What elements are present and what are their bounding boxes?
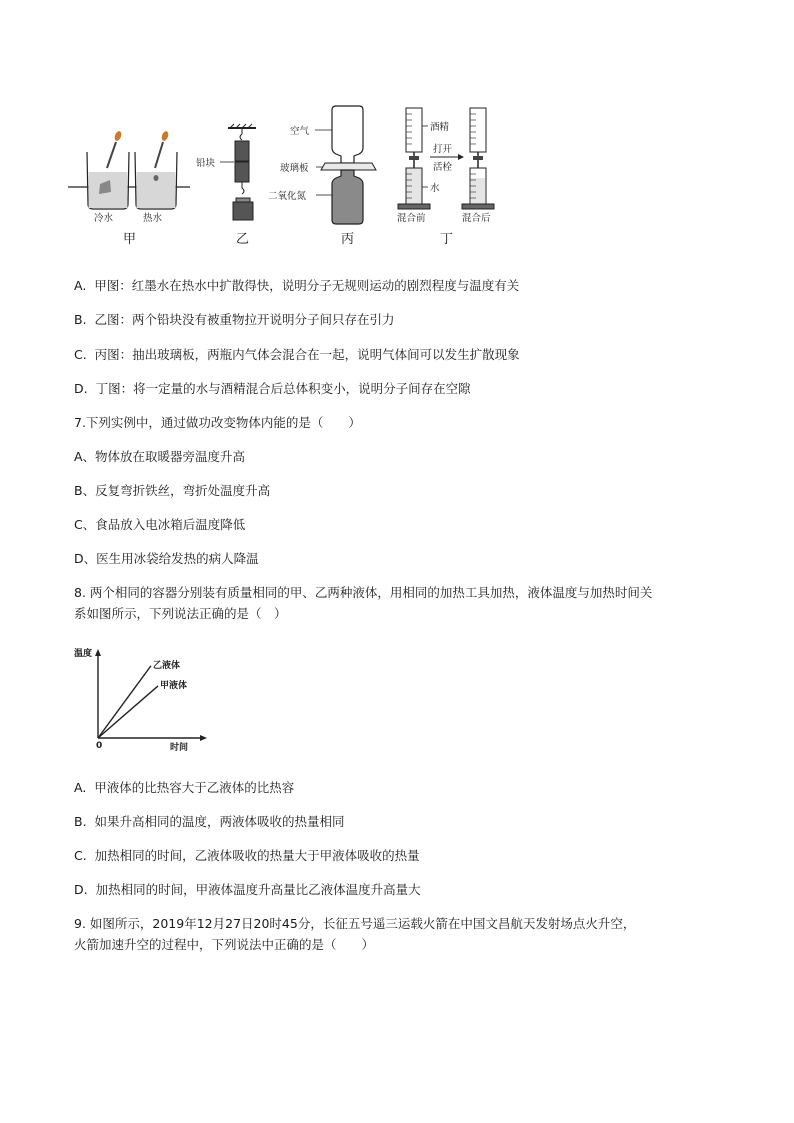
option-key: D. — [74, 381, 88, 396]
option-key: C. — [74, 848, 87, 863]
caption-yi: 乙 — [236, 232, 250, 247]
option-text: 丁图：将一定量的水与酒精混合后总体积变小，说明分子间存在空隙 — [95, 381, 471, 396]
option-text: 甲液体的比热容大于乙液体的比热容 — [94, 780, 295, 795]
option-text: 甲图：红墨水在热水中扩散得快，说明分子无规则运动的剧烈程度与温度有关 — [94, 278, 520, 293]
label-before-mixing: 混合前 — [397, 213, 426, 224]
q8-option-a — [74, 779, 294, 797]
q6-option-d — [74, 380, 471, 398]
q7-option-c: C、食品放入电冰箱后温度降低 — [74, 517, 246, 532]
caption-ding: 丁 — [440, 232, 454, 247]
q6-option-b — [74, 311, 395, 329]
q7-stem: 7.下列实例中，通过做功改变物体内能的是（ ） — [74, 415, 361, 430]
option-key: A. — [74, 278, 87, 293]
experiment-figure — [0, 0, 794, 240]
figure-bing-gas-bottles — [268, 106, 376, 224]
figure-jia-beakers — [68, 130, 190, 224]
option-key: D. — [74, 882, 88, 897]
q7-option-a: A、物体放在取暖器旁温度升高 — [74, 449, 246, 464]
option-text: 乙图：两个铅块没有被重物拉开说明分子间只存在引力 — [94, 312, 395, 327]
q7-option-d: D、医生用冰袋给发热的病人降温 — [74, 551, 259, 566]
x-axis-label: 时间 — [170, 743, 189, 753]
origin-label: 0 — [96, 741, 103, 751]
option-text: 丙图：抽出玻璃板，两瓶内气体会混合在一起，说明气体间可以发生扩散现象 — [94, 347, 520, 362]
label-valve: 活栓 — [433, 162, 453, 173]
series-line-0 — [98, 666, 151, 738]
figure-ding-burettes — [397, 108, 494, 224]
label-alcohol: 酒精 — [430, 122, 450, 133]
option-text: 加热相同的时间，甲液体温度升高量比乙液体温度升高量大 — [95, 882, 421, 897]
q9-stem-line1: 9. 如图所示，2019年12月27日20时45分，长征五号遥三运载火箭在中国文昌航天发射场点火升空， — [74, 916, 636, 931]
figure-yi-lead-blocks — [196, 124, 256, 220]
option-key: A. — [74, 780, 87, 795]
option-key: C. — [74, 347, 87, 362]
label-water: 水 — [430, 183, 440, 194]
label-glass-plate: 玻璃板 — [280, 163, 309, 174]
y-axis-arrow — [95, 649, 101, 656]
q8-option-d — [74, 881, 421, 899]
caption-jia: 甲 — [123, 232, 137, 247]
x-axis-arrow — [200, 735, 207, 741]
option-text: 如果升高相同的温度，两液体吸收的热量相同 — [94, 814, 345, 829]
q9-stem-line2: 火箭加速升空的过程中，下列说法中正确的是（ ） — [74, 937, 375, 952]
q6-option-c — [74, 346, 520, 364]
label-nitrogen-dioxide: 二氧化氮 — [268, 191, 307, 202]
option-key: B. — [74, 814, 87, 829]
label-after-mixing: 混合后 — [462, 213, 491, 224]
q8-stem-line1: 8. 两个相同的容器分别装有质量相同的甲、乙两种液体，用相同的加热工具加热，液体温度与加热时间关 — [74, 585, 653, 600]
q6-option-a — [74, 277, 519, 295]
q8-stem-line2: 系如图所示，下列说法正确的是（ ） — [74, 606, 287, 621]
series-label-1: 甲液体 — [160, 680, 188, 691]
q7-option-b: B、反复弯折铁丝，弯折处温度升高 — [74, 483, 271, 498]
temperature-time-chart — [60, 640, 220, 755]
series-label-0: 乙液体 — [153, 660, 181, 671]
y-axis-label: 温度 — [74, 649, 93, 659]
label-cold-water: 冷水 — [94, 213, 114, 224]
option-key: B. — [74, 312, 87, 327]
label-lead-block: 铅块 — [196, 158, 216, 169]
option-text: 加热相同的时间，乙液体吸收的热量大于甲液体吸收的热量 — [94, 848, 420, 863]
caption-bing: 丙 — [341, 232, 355, 247]
label-hot-water: 热水 — [143, 213, 163, 224]
q8-option-c — [74, 847, 420, 865]
q8-option-b — [74, 813, 345, 831]
label-open: 打开 — [433, 144, 453, 155]
series-line-1 — [98, 686, 158, 738]
label-air: 空气 — [290, 126, 310, 137]
